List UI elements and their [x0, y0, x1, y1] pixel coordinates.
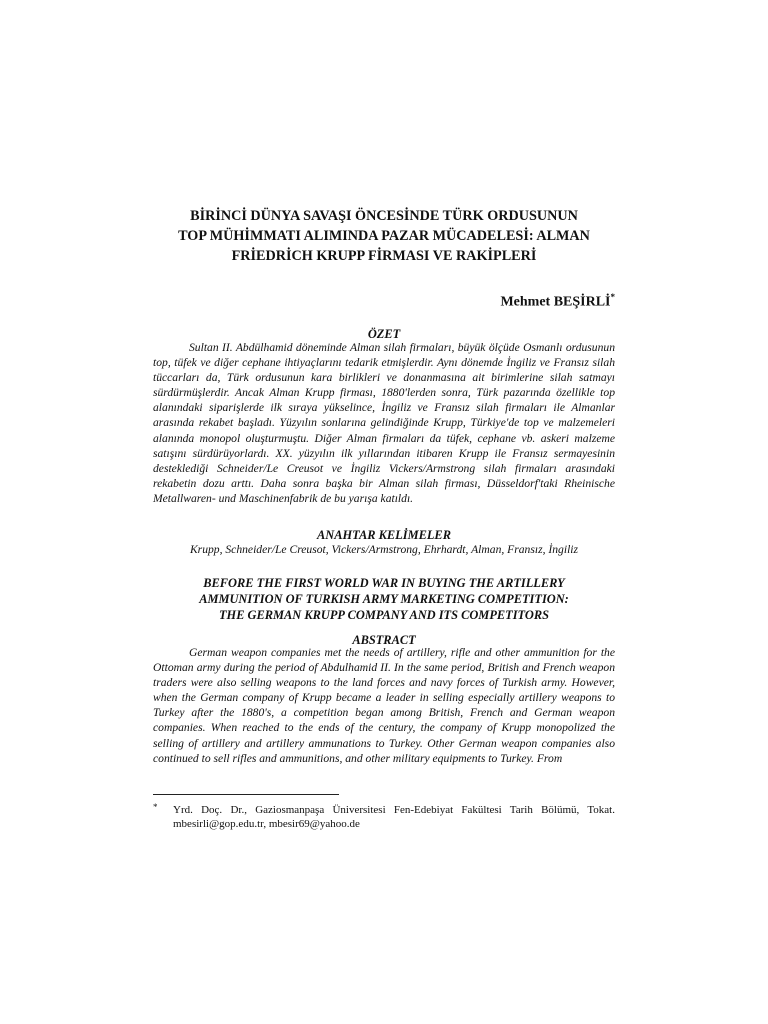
- footnote-mark: *: [153, 802, 158, 812]
- footnote: [153, 803, 615, 831]
- author-name: [500, 292, 615, 311]
- author-name-text: Mehmet BEŞİRLİ: [500, 294, 611, 310]
- abstract-heading: ABSTRACT: [352, 633, 416, 647]
- english-title: [153, 575, 615, 623]
- title-line: BİRİNCİ DÜNYA SAVAŞI ÖNCESİNDE TÜRK ORDUSUNUN: [190, 208, 578, 224]
- english-title-line: THE GERMAN KRUPP COMPANY AND ITS COMPETITORS: [218, 608, 549, 622]
- footnote-text: Yrd. Doç. Dr., Gaziosmanpaşa Üniversitesi Fen-Edebiyat Fakültesi Tarih Bölümü, Tokat. mbesirli@gop.edu.tr, mbesir69@yahoo.de: [173, 804, 615, 830]
- abstract-paragraph: [153, 645, 615, 766]
- paper-title: [153, 206, 615, 266]
- english-title-line: AMMUNITION OF TURKISH ARMY MARKETING COMPETITION:: [199, 592, 569, 606]
- english-title-line: BEFORE THE FIRST WORLD WAR IN BUYING THE ARTILLERY: [203, 576, 565, 590]
- keywords-heading: ANAHTAR KELİMELER: [317, 528, 451, 542]
- keywords-text: Krupp, Schneider/Le Creusot, Vickers/Armstrong, Ehrhardt, Alman, Fransız, İngiliz: [189, 543, 579, 556]
- title-line: FRİEDRİCH KRUPP FİRMASI VE RAKİPLERİ: [231, 248, 537, 264]
- ozet-heading: ÖZET: [367, 327, 401, 341]
- ozet-paragraph: [153, 340, 615, 506]
- ozet-text: Sultan II. Abdülhamid döneminde Alman silah firmaları, büyük ölçüde Osmanlı ordusunun top, tüfek ve diğer cephane ihtiyaçlarını tedarik etmişlerdir. Aynı dönemde İngiliz ve Fransız silah tüccarları da, Türk ordusunun kara birlikleri ve donanmasına ait birimlerine silah satmayı sürdürmüşlerdir. Ancak Alman Krupp firması, 1880'lerden sonra, Türk pazarında özellikle top alanındaki siparişlerde ilk sıraya yükselince, İngiliz ve Fransız silah firmaları ile Almanlar arasında rekabet başladı. Yüzyılın sonlarına gelindiğinde Krupp, Türkiye'de top ve malzemeleri alanında monopol oluşturmuştu. Diğer Alman firmaları da tüfek, cephane vb. askeri malzeme satışını sürdürüyorlardı. XX. yüzyılın ilk yıllarından itibaren Krupp ile Fransız sermayesinin desteklediği Schneider/Le Creusot ve İngiliz Vickers/Armstrong silah firmaları arasındaki rekabetin dozu arttı. Daha sonra başka bir Alman silah firması, Düsseldorf'taki Rheinische Metallwaren- und Maschinenfabrik de bu yarışa katıldı.: [153, 341, 615, 505]
- author-footnote-mark: *: [610, 292, 615, 302]
- abstract-text: German weapon companies met the needs of artillery, rifle and other ammunition for the Ottoman army during the period of Abdulhamid II. In the same period, British and French weapon traders were also selling weapons to the land forces and navy forces of Turkish army. However, when the German company of Krupp became a leader in selling especially artillery weapons to Turkey after the 1880's, a competition began among British, French and German weapon companies. When reached to the ends of the century, the company of Krupp monopolized the selling of artillery and artillery ammunations to Turkey. Other German weapon companies also continued to sell rifles and ammunitions, and other military equipments to Turkey. From: [153, 646, 615, 765]
- title-line: TOP MÜHİMMATI ALIMINDA PAZAR MÜCADELESİ: ALMAN: [178, 228, 590, 244]
- footnote-divider: [153, 794, 339, 795]
